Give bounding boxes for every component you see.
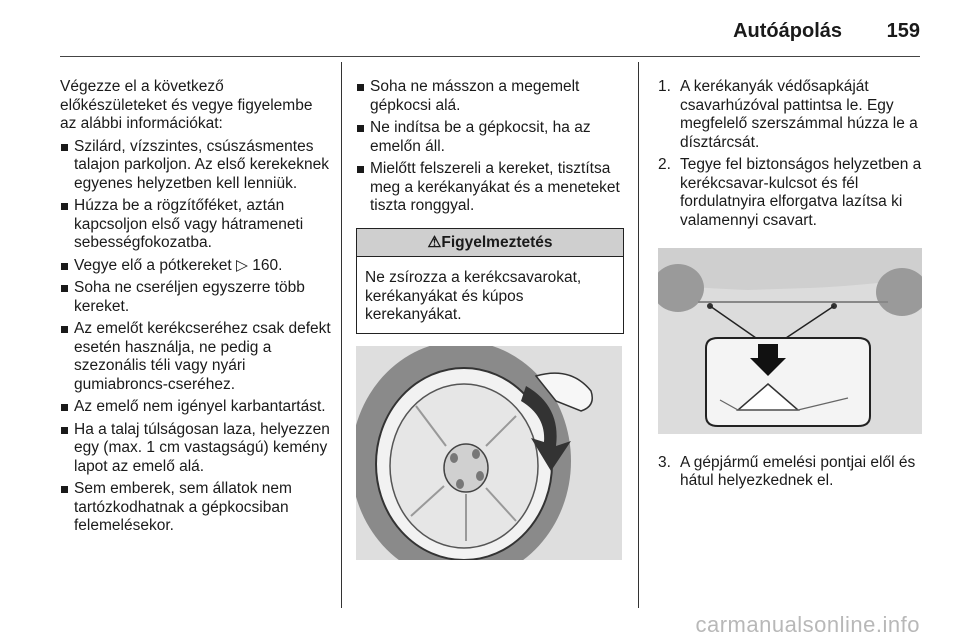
list-item: Soha ne cseréljen egyszerre több kereket. (60, 279, 332, 316)
column-3 (656, 78, 922, 495)
warning-box (356, 228, 624, 334)
step-number: 1. (658, 78, 671, 95)
numbered-step (656, 156, 922, 230)
column-1 (60, 78, 332, 536)
list-item (60, 257, 332, 276)
wheel-cover-illustration (356, 346, 622, 560)
warning-text: Ne zsírozza a kerékcsavarokat, kerékanyákat és kúpos kerekanyákat. (365, 269, 582, 323)
page-number: 159 (886, 20, 920, 42)
numbered-step (656, 454, 922, 491)
header-divider (60, 56, 920, 57)
step-text: A kerékanyák védősapkáját csavarhúzóval pattintsa le. Egy megfelelő szerszámmal húzza le a dísztárcsát. (680, 78, 918, 151)
step-text: A gépjármű emelési pontjai elől és hátul helyezkednek el. (680, 453, 916, 489)
list-item: Mielőtt felszereli a kereket, tisztítsa meg a kerékanyákat és a meneteket tiszta ronggyal. (356, 160, 624, 216)
jacking-point-illustration (658, 248, 922, 434)
warning-header (357, 229, 623, 258)
list-item-text: Vegye elő a pótkereket (74, 256, 232, 274)
section-title: Autóápolás (733, 20, 842, 42)
column-divider-1 (341, 62, 342, 608)
page-reference-link[interactable]: 160. (252, 256, 283, 274)
list-item: Az emelőt kerékcseréhez csak defekt esetén használja, ne pedig a szezonális téli vagy nyári gumiabroncs-cseréhez. (60, 320, 332, 394)
step-number: 3. (658, 453, 671, 471)
warning-title: Figyelmeztetés (441, 233, 553, 251)
list-item: Ne indítsa be a gépkocsit, ha az emelőn áll. (356, 119, 624, 156)
list-item: Szilárd, vízszintes, csúszásmentes talajon parkoljon. Az első kerekeknek egyenes helyzetben kell lenniük. (60, 138, 332, 194)
list-item-text: Húzza be a rögzítőféket, aztán kapcsoljon első vagy hátrameneti sebességfokozatba. (74, 197, 304, 251)
list-item: Ha a talaj túlságosan laza, helyezzen egy (max. 1 cm vastagságú) kemény lapot az emelő alá. (60, 421, 332, 477)
column-divider-2 (638, 62, 639, 608)
warning-triangle-icon: ⚠ (427, 233, 442, 251)
numbered-step (656, 78, 922, 152)
list-item: Sem emberek, sem állatok nem tartózkodhatnak a gépkocsiban felemelésekor. (60, 480, 332, 536)
list-item: Az emelő nem igényel karbantartást. (60, 398, 332, 417)
watermark: carmanualsonline.info (695, 612, 920, 637)
page-header (0, 0, 960, 50)
list-item: Soha ne másszon a megemelt gépkocsi alá. (356, 78, 624, 115)
intro-paragraph: Végezze el a következő előkészületeket és vegye figyelembe az alábbi információkat: (60, 78, 313, 132)
page-reference-icon: ▷ (236, 256, 248, 274)
step-text: Tegye fel biztonságos helyzetben a kerékcsavar-kulcsot és fél fordulatnyira elforgatva lazítsa ki valamennyi csavart. (680, 156, 922, 229)
list-item (60, 197, 332, 253)
column-2 (356, 78, 624, 565)
step-number: 2. (658, 156, 671, 173)
